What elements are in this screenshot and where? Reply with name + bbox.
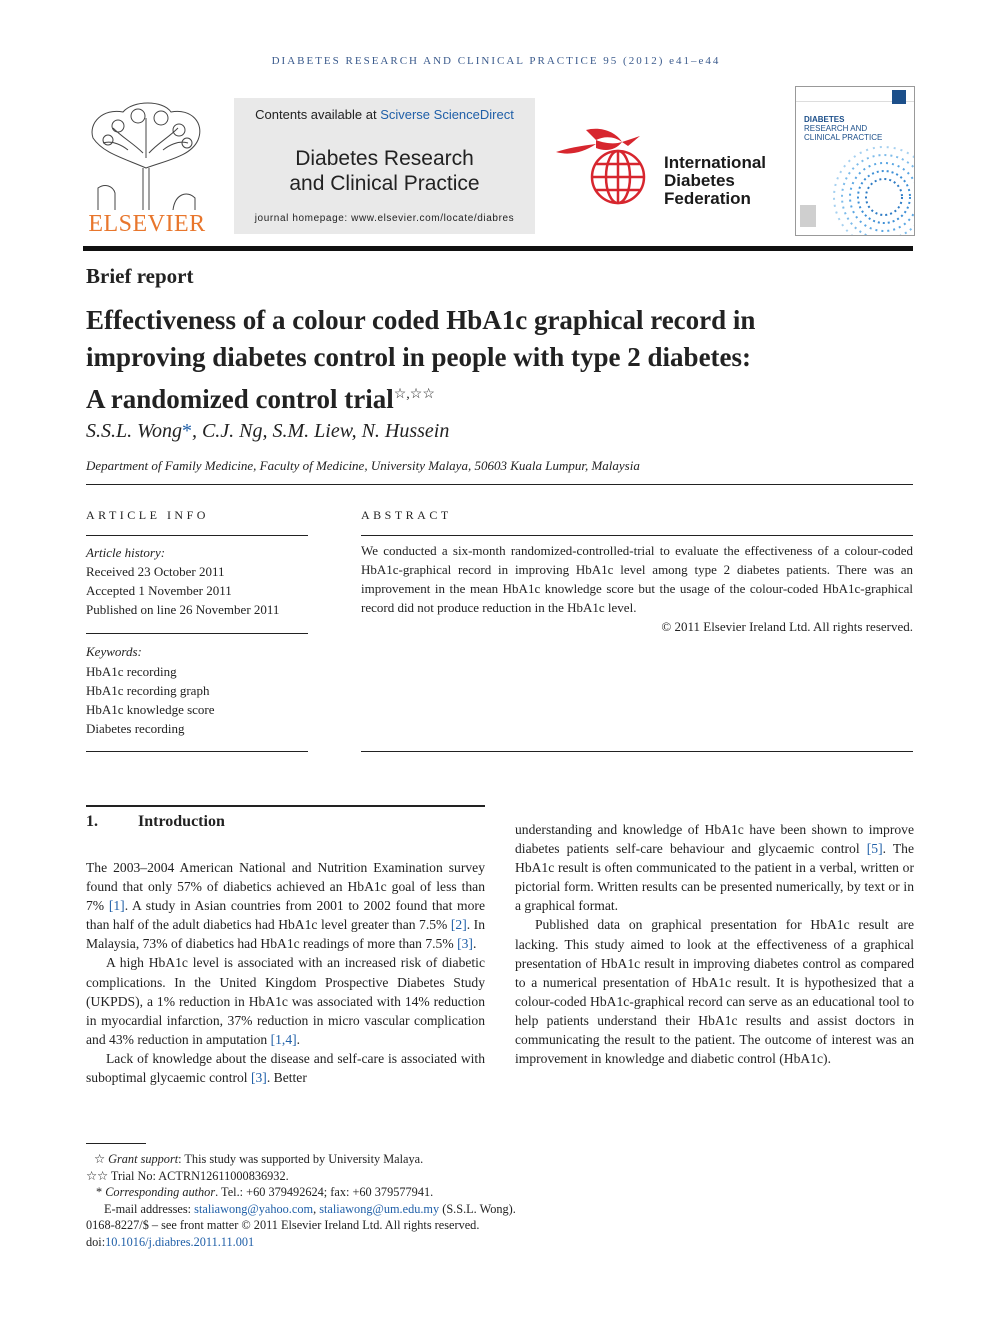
footnote-mark: * bbox=[96, 1185, 103, 1200]
cover-title-line2: RESEARCH AND bbox=[804, 124, 868, 133]
text-run: The 2003–2004 American National and Nutrition Examination survey found that only 57% of diabetics achieved an HbA1c goal of less than 7% bbox=[86, 860, 485, 914]
footnote-mark: ☆☆ bbox=[86, 1168, 109, 1183]
keyword-item: HbA1c recording bbox=[86, 664, 177, 679]
keyword-item: HbA1c knowledge score bbox=[86, 702, 215, 717]
published-date: Published on line 26 November 2011 bbox=[86, 602, 280, 617]
author-first: S.S.L. Wong bbox=[86, 420, 182, 442]
email-link[interactable]: staliawong@um.edu.my bbox=[319, 1201, 440, 1216]
contents-available-line bbox=[234, 107, 535, 122]
citation-link[interactable]: [3] bbox=[457, 936, 473, 952]
abstract-text: We conducted a six-month randomized-controlled-trial to evaluate the effectiveness of a colour-coded HbA1c-graphical record in improving HbA1c level among type 2 diabetes patients. There was an improvement in the mean HbA1c knowledge score but the usage of the colour-coded HbA1c-graphical record did not produce reduction in the HbA1c level. bbox=[361, 543, 913, 615]
article-info-rule bbox=[86, 535, 308, 536]
abstract-body bbox=[361, 541, 913, 636]
author-list bbox=[86, 420, 449, 443]
idf-bird-globe-icon bbox=[556, 122, 660, 212]
keywords-label: Keywords: bbox=[86, 644, 142, 659]
elsevier-wordmark: ELSEVIER bbox=[88, 211, 206, 237]
footnote-emails bbox=[86, 1201, 646, 1218]
footnote-text: Trial No: ACTRN12611000836932. bbox=[110, 1168, 289, 1183]
citation-link[interactable]: [1] bbox=[108, 898, 125, 914]
text-run: understanding and knowledge of HbA1c have been shown to improve diabetes patients self-care behaviour and glycaemic control bbox=[515, 822, 914, 857]
affiliation: Department of Family Medicine, Faculty of Medicine, University Malaya, 50603 Kuala Lumpur, Malaysia bbox=[86, 458, 640, 473]
issn-line: 0168-8227/$ – see front matter © 2011 Elsevier Ireland Ltd. All rights reserved. bbox=[86, 1218, 480, 1233]
paragraph bbox=[515, 820, 914, 915]
abstract-copyright: © 2011 Elsevier Ireland Ltd. All rights reserved. bbox=[661, 619, 913, 634]
text-run: . In Malaysia, 73% of diabetics had HbA1c readings of more than 7.5% bbox=[86, 917, 485, 952]
text-run: A high HbA1c level is associated with an increased risk of diabetic complications. In the United Kingdom Prospective Diabetes Study (UKPDS), a 1% reduction in HbA1c was associated with 14% reduction in myocardial infarction, 37% reduction in micro vascular complication and 43% reduction in amputation bbox=[86, 955, 485, 1047]
paragraph: Published data on graphical presentation for HbA1c result are lacking. This study aimed to look at the effectiveness of a graphical presentation of HbA1c result in improving diabetes control as compared to a numerical presentation of HbA1c result. It is hypothesized that a colour-coded HbA1c-graphical record can serve as an educational tool to help patients understand their HbA1c results and assist doctors in communicating the result to the patient. The outcome of interest was an improvement in knowledge and diabetic control (HbA1c). bbox=[515, 917, 914, 1067]
footnote-grant bbox=[86, 1151, 646, 1168]
journal-info-box bbox=[234, 98, 535, 234]
footnote-label: Grant support bbox=[108, 1152, 179, 1166]
doi-prefix: doi: bbox=[86, 1234, 106, 1249]
abstract-rule bbox=[361, 535, 913, 536]
keyword-item: HbA1c recording graph bbox=[86, 683, 210, 698]
footnote-trial bbox=[86, 1168, 646, 1185]
title-line1: Effectiveness of a colour coded HbA1c graphical record in bbox=[86, 305, 756, 335]
accepted-date: Accepted 1 November 2011 bbox=[86, 583, 232, 598]
abstract-bottom-rule bbox=[361, 751, 913, 752]
header-rule bbox=[83, 246, 913, 251]
info-top-rule bbox=[86, 484, 913, 485]
email-suffix: (S.S.L. Wong). bbox=[439, 1201, 516, 1216]
paragraph bbox=[86, 953, 485, 1048]
article-type: Brief report bbox=[86, 264, 194, 288]
text-run: . The HbA1c result is often communicated to the patient in a verbal, written or pictorial form. Written results can be presented numerically, by text or in a graphical format. bbox=[515, 841, 915, 914]
section-heading-introduction bbox=[86, 813, 225, 831]
sciencedirect-link[interactable]: Sciverse ScienceDirect bbox=[380, 107, 514, 122]
received-date: Received 23 October 2011 bbox=[86, 564, 225, 579]
abstract-label: ABSTRACT bbox=[361, 508, 452, 522]
idf-name-line3: Federation bbox=[664, 189, 751, 208]
footnote-mark: ☆ bbox=[94, 1152, 106, 1166]
idf-name-line1: International bbox=[664, 153, 767, 172]
text-run: . A study in Asian countries from 2001 to 2002 found that more than half of the adult diabetics had HbA1c level greater than 7.5% bbox=[86, 898, 485, 933]
article-info-label: ARTICLE INFO bbox=[86, 508, 209, 522]
idf-logo bbox=[556, 122, 776, 212]
elsevier-logo bbox=[83, 98, 211, 238]
footnote-rule bbox=[86, 1143, 146, 1144]
body-left-column bbox=[86, 858, 485, 1087]
doi-line bbox=[86, 1234, 646, 1251]
keywords-rule bbox=[86, 633, 308, 634]
footnotes bbox=[86, 1151, 646, 1251]
email-separator: , bbox=[313, 1201, 320, 1216]
footnote-text: : This study was supported by University Malaya. bbox=[178, 1152, 424, 1166]
email-link[interactable]: staliawong@yahoo.com bbox=[194, 1201, 314, 1216]
idf-name-line2: Diabetes bbox=[664, 171, 735, 190]
title-line3: A randomized control trial bbox=[86, 384, 394, 414]
section-title: Introduction bbox=[138, 813, 225, 830]
running-head: DIABETES RESEARCH AND CLINICAL PRACTICE 95 (2012) e41–e44 bbox=[271, 55, 721, 67]
text-run: Lack of knowledge about the disease and self-care is associated with suboptimal glycaemic control bbox=[86, 1050, 485, 1086]
citation-link[interactable]: [1,4] bbox=[270, 1031, 297, 1047]
citation-link[interactable]: [3] bbox=[250, 1070, 267, 1086]
corresponding-author-mark[interactable]: * bbox=[181, 420, 192, 442]
footnote-corresponding bbox=[86, 1184, 646, 1201]
article-info-bottom-rule bbox=[86, 751, 308, 752]
keyword-item: Diabetes recording bbox=[86, 721, 185, 736]
cover-dot-pattern-icon bbox=[796, 87, 914, 235]
paragraph bbox=[86, 858, 485, 953]
text-run: . bbox=[472, 936, 477, 952]
elsevier-tree-icon bbox=[83, 98, 211, 210]
journal-homepage[interactable]: journal homepage: www.elsevier.com/locate/diabres bbox=[254, 213, 515, 224]
citation-link[interactable]: [2] bbox=[450, 917, 467, 933]
journal-cover-thumbnail[interactable] bbox=[795, 86, 915, 236]
cover-title-line3: CLINICAL PRACTICE bbox=[804, 133, 883, 142]
text-run: . Better bbox=[266, 1070, 307, 1086]
contents-prefix: Contents available at bbox=[255, 107, 381, 122]
footnote-text: . Tel.: +60 379492624; fax: +60 379577941. bbox=[215, 1185, 434, 1200]
paragraph bbox=[86, 1049, 485, 1087]
title-footnote-marks[interactable]: ☆,☆☆ bbox=[393, 387, 435, 402]
idf-name bbox=[664, 154, 766, 208]
cover-title-line1: DIABETES bbox=[804, 115, 845, 124]
text-run: . bbox=[296, 1031, 301, 1047]
footnote-label: Corresponding author bbox=[105, 1185, 216, 1200]
journal-name bbox=[234, 146, 535, 196]
journal-name-line1: Diabetes Research bbox=[295, 147, 474, 170]
citation-link[interactable]: [5] bbox=[866, 841, 883, 857]
history-label: Article history: bbox=[86, 545, 166, 560]
section-number: 1. bbox=[86, 813, 98, 830]
journal-name-line2: and Clinical Practice bbox=[289, 172, 480, 195]
doi-link[interactable]: 10.1016/j.diabres.2011.11.001 bbox=[105, 1234, 255, 1249]
title-line2: improving diabetes control in people with type 2 diabetes: bbox=[86, 342, 752, 372]
email-prefix: E-mail addresses: bbox=[104, 1201, 195, 1216]
intro-rule bbox=[86, 805, 485, 807]
article-title bbox=[86, 302, 916, 418]
body-right-column bbox=[515, 820, 914, 1068]
authors-rest: , C.J. Ng, S.M. Liew, N. Hussein bbox=[191, 420, 450, 442]
